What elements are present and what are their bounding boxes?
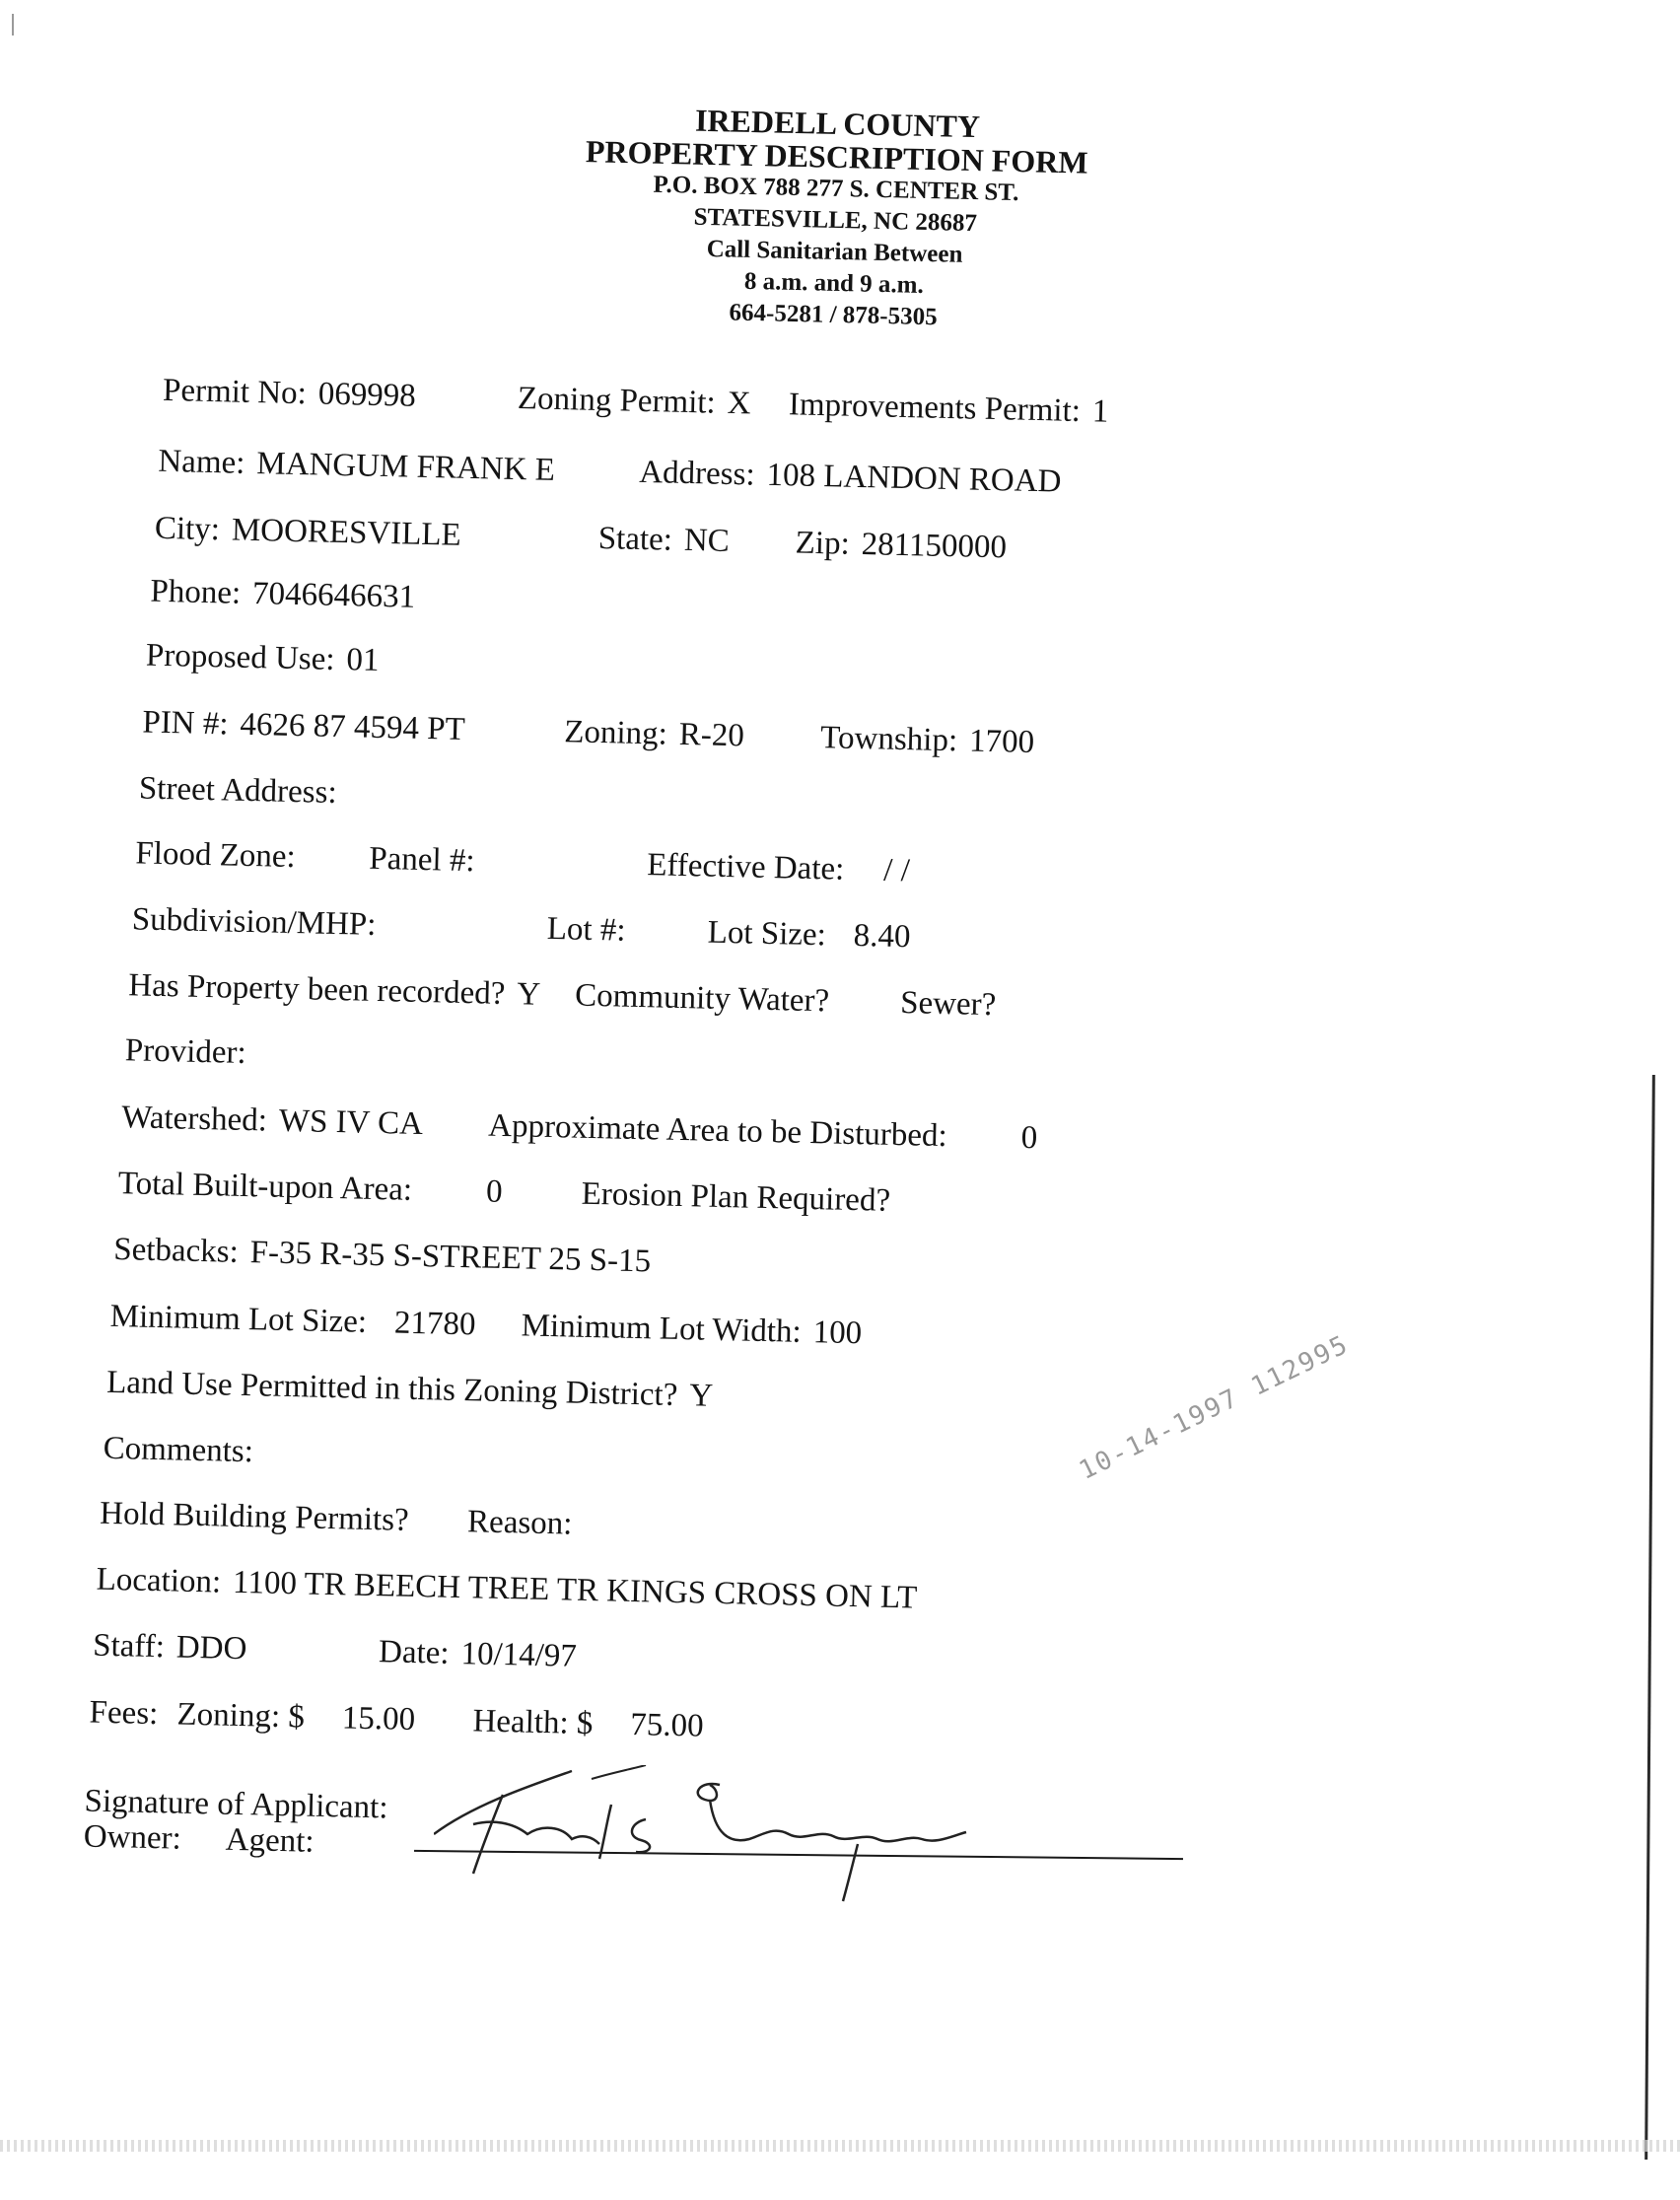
state-field — [597, 521, 730, 559]
state-value: NC — [683, 522, 731, 559]
setbacks-value: F-35 R-35 S-STREET 25 S-15 — [249, 1235, 652, 1280]
office-city: STATESVILLE, NC 28687 — [693, 203, 978, 238]
lot-size-value: 8.40 — [853, 917, 911, 956]
land-use-field — [106, 1365, 714, 1414]
zoning-value: R-20 — [678, 716, 745, 754]
pin-field — [142, 705, 465, 747]
disturbed-area-field — [488, 1108, 1038, 1157]
name-value: MANGUM FRANK E — [255, 446, 556, 488]
reason-field — [467, 1504, 573, 1541]
zoning-fee-value: 15.00 — [341, 1700, 416, 1739]
form-title: PROPERTY DESCRIPTION FORM — [585, 133, 1088, 180]
land-use-label: Land Use Permitted in this Zoning District? — [105, 1364, 678, 1413]
phone-field — [150, 574, 415, 615]
scan-noise — [0, 2140, 1680, 2152]
panel-field — [369, 841, 475, 879]
date-label: Date: — [378, 1634, 450, 1671]
staff-field — [93, 1628, 247, 1668]
minimum-lot-size-field — [109, 1299, 476, 1342]
subdivision-field — [132, 901, 377, 943]
health-fee-label: Health: $ — [472, 1703, 594, 1742]
call-instruction: Call Sanitarian Between — [706, 235, 963, 268]
hold-permits-label: Hold Building Permits? — [99, 1495, 410, 1538]
comments-label: Comments: — [103, 1430, 254, 1470]
state-label: State: — [597, 520, 673, 558]
minimum-lot-width-field — [521, 1308, 862, 1351]
land-use-value: Y — [688, 1378, 714, 1414]
watershed-label: Watershed: — [120, 1100, 268, 1139]
office-address: P.O. BOX 788 277 S. CENTER ST. — [653, 171, 1019, 207]
improvements-permit-field — [789, 387, 1109, 429]
address-field — [639, 455, 1062, 500]
permit-no-label: Permit No: — [162, 372, 308, 412]
proposed-use-value: 01 — [346, 642, 380, 678]
reason-label: Reason: — [466, 1504, 573, 1542]
lot-number-field — [546, 911, 626, 949]
watershed-field — [121, 1100, 423, 1142]
handwritten-signature — [434, 1765, 1025, 1903]
location-field — [96, 1562, 917, 1616]
city-field — [155, 511, 462, 553]
pin-value: 4626 87 4594 PT — [240, 706, 466, 747]
zip-label: Zip: — [795, 525, 851, 562]
proposed-use-field — [146, 638, 380, 678]
permit-no-value: 069998 — [317, 376, 417, 414]
improvements-permit-value: 1 — [1091, 393, 1109, 430]
recorded-label: Has Property been recorded? — [127, 967, 506, 1012]
fees-label: Fees: — [89, 1694, 159, 1733]
zoning-permit-label: Zoning Permit: — [517, 381, 717, 421]
township-value: 1700 — [968, 723, 1035, 761]
fees-field — [89, 1695, 158, 1733]
disturbed-area-value: 0 — [1020, 1119, 1038, 1157]
date-field — [379, 1634, 578, 1674]
erosion-plan-field — [581, 1176, 890, 1219]
flood-zone-field — [135, 835, 296, 875]
agent-label: Agent: — [225, 1821, 315, 1860]
provider-field — [124, 1032, 246, 1071]
date-value: 10/14/97 — [460, 1636, 578, 1674]
address-value: 108 LANDON ROAD — [766, 457, 1062, 500]
setbacks-label: Setbacks: — [112, 1231, 240, 1270]
phone-value: 7046646631 — [251, 576, 416, 615]
staff-label: Staff: — [92, 1627, 166, 1666]
signature-label: Signature of Applicant: — [84, 1783, 388, 1826]
zoning-field — [564, 714, 744, 753]
improvements-permit-label: Improvements Permit: — [788, 387, 1082, 430]
location-value: 1100 TR BEECH TREE TR KINGS CROSS ON LT — [232, 1564, 918, 1616]
effective-date-label: Effective Date: — [646, 847, 845, 887]
erosion-plan-label: Erosion Plan Required? — [581, 1175, 891, 1219]
flood-zone-label: Flood Zone: — [135, 835, 297, 876]
effective-date-field — [647, 847, 910, 888]
panel-label: Panel #: — [368, 840, 475, 880]
comments-field — [103, 1431, 253, 1469]
lot-number-label: Lot #: — [546, 910, 626, 949]
recorded-value: Y — [516, 976, 541, 1013]
community-water-field — [575, 978, 830, 1020]
location-label: Location: — [96, 1561, 222, 1600]
subdivision-label: Subdivision/MHP: — [131, 901, 377, 943]
lot-size-field — [707, 915, 911, 956]
city-value: MOORESVILLE — [231, 512, 462, 553]
minimum-lot-size-label: Minimum Lot Size: — [109, 1298, 368, 1340]
zip-field — [795, 525, 1007, 565]
street-address-field — [139, 770, 337, 811]
zoning-label: Zoning: — [563, 714, 668, 752]
zip-value: 281150000 — [861, 527, 1008, 566]
effective-date-value: / / — [882, 852, 911, 889]
provider-label: Provider: — [124, 1032, 247, 1071]
disturbed-area-label: Approximate Area to be Disturbed: — [487, 1107, 948, 1155]
address-label: Address: — [638, 454, 756, 493]
pin-label: PIN #: — [142, 704, 229, 743]
minimum-lot-size-value: 21780 — [393, 1305, 476, 1343]
township-field — [820, 720, 1035, 760]
lot-size-label: Lot Size: — [707, 914, 827, 954]
community-water-label: Community Water? — [574, 977, 830, 1020]
zoning-permit-field — [518, 381, 751, 421]
health-fee-field — [472, 1703, 704, 1743]
office-phones: 664-5281 / 878-5305 — [729, 299, 938, 331]
proposed-use-label: Proposed Use: — [145, 637, 335, 677]
county-title: IREDELL COUNTY — [694, 102, 981, 145]
phone-label: Phone: — [150, 573, 242, 611]
watershed-value: WS IV CA — [278, 1102, 424, 1143]
city-label: City: — [154, 510, 221, 548]
health-fee-value: 75.00 — [629, 1707, 705, 1744]
sewer-label: Sewer? — [899, 985, 997, 1024]
staff-value: DDO — [175, 1629, 247, 1668]
name-field — [158, 444, 555, 488]
township-label: Township: — [819, 720, 958, 759]
date-stamp: 10-14-1997 112995 — [1075, 1329, 1354, 1486]
name-label: Name: — [158, 443, 245, 481]
zoning-fee-field — [176, 1697, 415, 1738]
sewer-field — [900, 985, 997, 1023]
minimum-lot-width-value: 100 — [812, 1314, 863, 1352]
setbacks-field — [113, 1232, 652, 1279]
hold-permits-field — [100, 1496, 409, 1538]
recorded-field — [128, 967, 541, 1012]
built-upon-field — [117, 1166, 503, 1210]
owner-label: Owner: — [83, 1818, 182, 1857]
built-upon-value: 0 — [485, 1173, 503, 1210]
zoning-fee-label: Zoning: $ — [176, 1696, 306, 1736]
permit-no-field — [163, 373, 417, 414]
built-upon-label: Total Built-upon Area: — [117, 1166, 413, 1208]
street-address-label: Street Address: — [138, 770, 338, 811]
minimum-lot-width-label: Minimum Lot Width: — [521, 1308, 803, 1350]
zoning-permit-value: X — [727, 385, 751, 422]
call-hours: 8 a.m. and 9 a.m. — [743, 267, 925, 299]
